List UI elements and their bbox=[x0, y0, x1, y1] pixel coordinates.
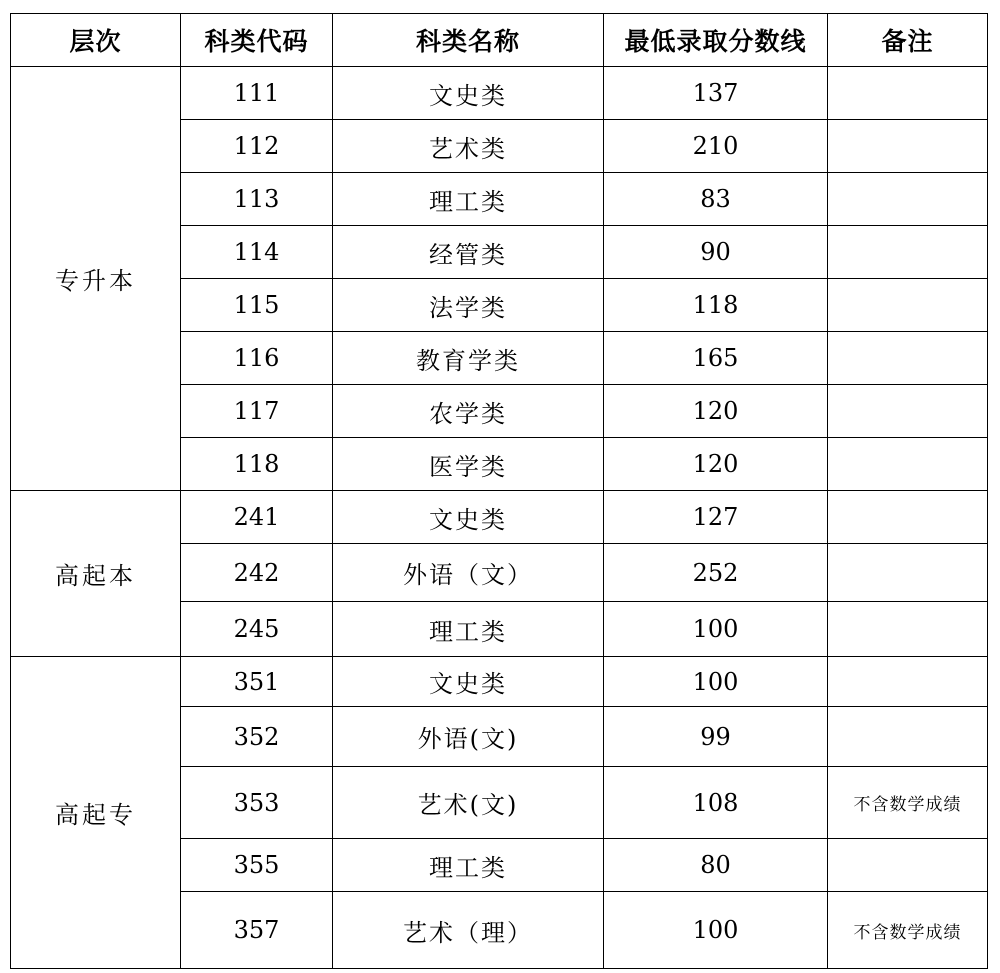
table-row bbox=[11, 657, 988, 707]
score-cell: 100 bbox=[604, 602, 828, 657]
name-cell: 艺术类 bbox=[333, 120, 604, 173]
code-cell: 241 bbox=[181, 491, 333, 544]
score-cell: 80 bbox=[604, 839, 828, 892]
name-cell: 文史类 bbox=[333, 657, 604, 707]
table-row bbox=[11, 491, 988, 544]
score-cell: 165 bbox=[604, 332, 828, 385]
score-cell: 252 bbox=[604, 544, 828, 602]
header-score: 最低录取分数线 bbox=[604, 14, 828, 67]
name-cell: 外语(文) bbox=[333, 707, 604, 767]
name-cell: 经管类 bbox=[333, 226, 604, 279]
score-cell: 120 bbox=[604, 385, 828, 438]
note-cell bbox=[828, 173, 988, 226]
score-cell: 83 bbox=[604, 173, 828, 226]
code-cell: 115 bbox=[181, 279, 333, 332]
name-cell: 外语（文） bbox=[333, 544, 604, 602]
code-cell: 118 bbox=[181, 438, 333, 491]
name-cell: 艺术（理） bbox=[333, 892, 604, 969]
code-cell: 111 bbox=[181, 67, 333, 120]
code-cell: 357 bbox=[181, 892, 333, 969]
score-cell: 108 bbox=[604, 767, 828, 839]
header-note: 备注 bbox=[828, 14, 988, 67]
code-cell: 242 bbox=[181, 544, 333, 602]
score-cell: 100 bbox=[604, 892, 828, 969]
name-cell: 理工类 bbox=[333, 839, 604, 892]
table-row bbox=[11, 67, 988, 120]
table-body bbox=[11, 67, 988, 969]
header-name: 科类名称 bbox=[333, 14, 604, 67]
note-cell bbox=[828, 120, 988, 173]
code-cell: 114 bbox=[181, 226, 333, 279]
note-cell bbox=[828, 707, 988, 767]
note-cell bbox=[828, 67, 988, 120]
header-code: 科类代码 bbox=[181, 14, 333, 67]
note-cell bbox=[828, 544, 988, 602]
note-cell bbox=[828, 657, 988, 707]
name-cell: 文史类 bbox=[333, 491, 604, 544]
note-cell bbox=[828, 385, 988, 438]
header-row bbox=[11, 14, 988, 67]
note-cell: 不含数学成绩 bbox=[828, 767, 988, 839]
note-cell: 不含数学成绩 bbox=[828, 892, 988, 969]
score-cell: 90 bbox=[604, 226, 828, 279]
note-cell bbox=[828, 226, 988, 279]
level-cell: 高起本 bbox=[11, 491, 181, 657]
code-cell: 116 bbox=[181, 332, 333, 385]
code-cell: 113 bbox=[181, 173, 333, 226]
name-cell: 理工类 bbox=[333, 602, 604, 657]
code-cell: 245 bbox=[181, 602, 333, 657]
note-cell bbox=[828, 279, 988, 332]
code-cell: 355 bbox=[181, 839, 333, 892]
name-cell: 理工类 bbox=[333, 173, 604, 226]
code-cell: 112 bbox=[181, 120, 333, 173]
name-cell: 医学类 bbox=[333, 438, 604, 491]
note-cell bbox=[828, 438, 988, 491]
code-cell: 353 bbox=[181, 767, 333, 839]
note-cell bbox=[828, 332, 988, 385]
level-cell: 高起专 bbox=[11, 657, 181, 969]
score-cell: 118 bbox=[604, 279, 828, 332]
note-cell bbox=[828, 491, 988, 544]
admission-score-table bbox=[10, 13, 988, 969]
score-cell: 100 bbox=[604, 657, 828, 707]
header-level: 层次 bbox=[11, 14, 181, 67]
score-cell: 137 bbox=[604, 67, 828, 120]
code-cell: 352 bbox=[181, 707, 333, 767]
score-cell: 99 bbox=[604, 707, 828, 767]
level-cell: 专升本 bbox=[11, 67, 181, 491]
score-cell: 120 bbox=[604, 438, 828, 491]
name-cell: 文史类 bbox=[333, 67, 604, 120]
name-cell: 艺术(文) bbox=[333, 767, 604, 839]
note-cell bbox=[828, 602, 988, 657]
name-cell: 教育学类 bbox=[333, 332, 604, 385]
code-cell: 351 bbox=[181, 657, 333, 707]
name-cell: 农学类 bbox=[333, 385, 604, 438]
code-cell: 117 bbox=[181, 385, 333, 438]
score-cell: 210 bbox=[604, 120, 828, 173]
score-cell: 127 bbox=[604, 491, 828, 544]
note-cell bbox=[828, 839, 988, 892]
name-cell: 法学类 bbox=[333, 279, 604, 332]
